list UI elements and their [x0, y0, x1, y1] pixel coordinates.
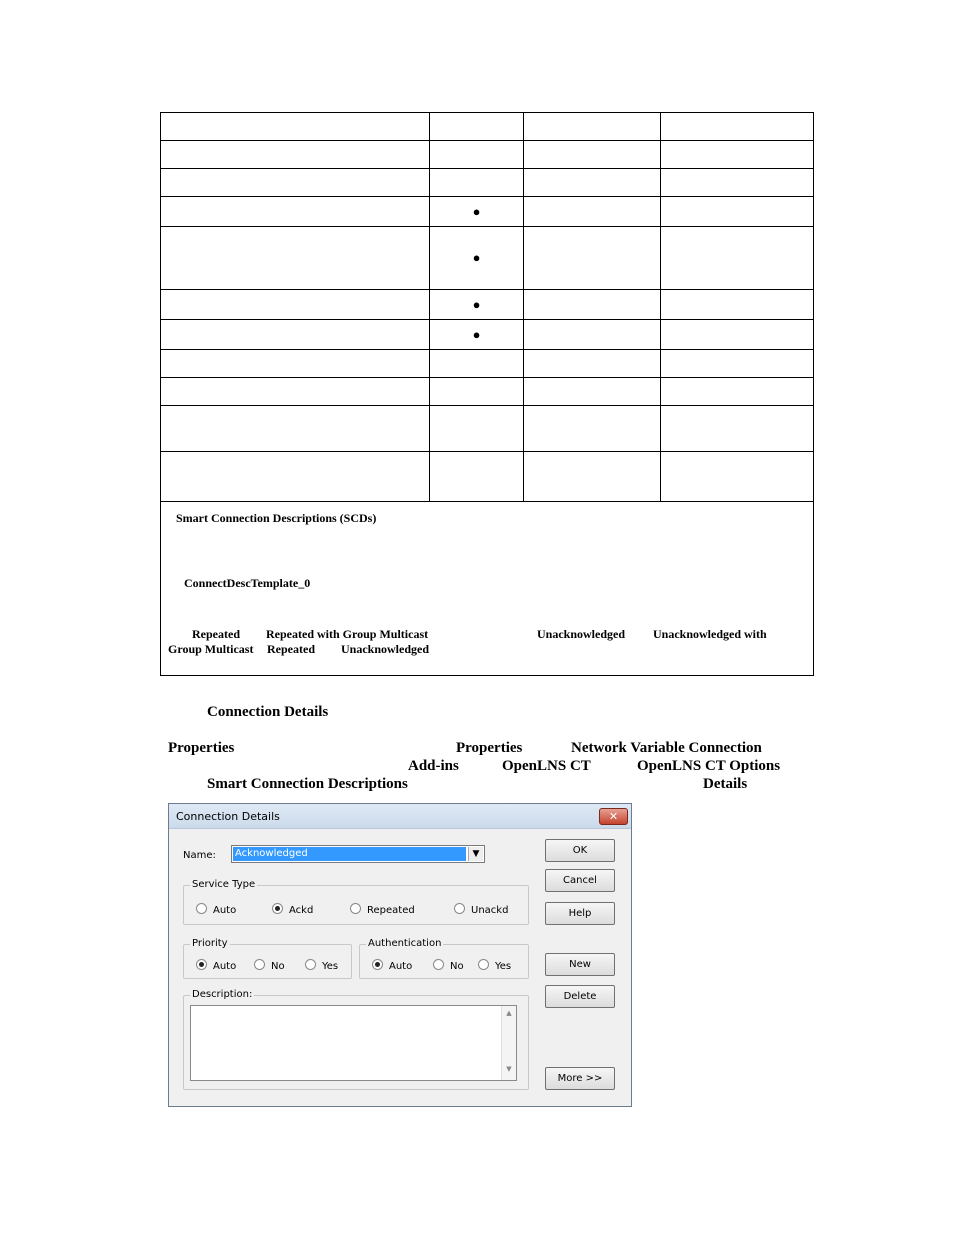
table-cell: [161, 452, 430, 502]
table-cell: [661, 113, 814, 141]
table-cell: [161, 197, 430, 227]
table-cell: [161, 350, 430, 378]
table-cell: [661, 169, 814, 197]
table-cell: [524, 113, 661, 141]
radio-icon: [196, 959, 207, 970]
section-heading: Connection Details: [207, 704, 329, 720]
table-cell: [661, 197, 814, 227]
priority-label: Priority: [192, 938, 228, 949]
name-select-value: Acknowledged: [233, 847, 466, 861]
table-cell: [524, 197, 661, 227]
radio-icon: [305, 959, 316, 970]
table-cell: [161, 406, 430, 452]
table-row: [161, 350, 814, 378]
name-select[interactable]: [231, 845, 485, 863]
table-row: [161, 452, 814, 502]
note-unack: Unacknowledged: [537, 627, 626, 641]
note-repeated-gm: Repeated with Group Multicast: [266, 627, 429, 641]
table-cell: [161, 320, 430, 350]
text-addins: Add-ins: [408, 758, 459, 774]
table-cell: [661, 141, 814, 169]
table-cell: [161, 290, 430, 320]
chevron-down-icon[interactable]: ▼: [468, 847, 483, 861]
table-cell: [661, 350, 814, 378]
table-cell: [661, 406, 814, 452]
table-cell: [430, 350, 524, 378]
authentication-group: [359, 938, 529, 979]
table-row: [161, 290, 814, 320]
text-properties2: Properties: [456, 740, 523, 756]
table-row: [161, 406, 814, 452]
dialog-title: Connection Details: [176, 810, 280, 823]
table-cell: [661, 452, 814, 502]
text-openlns: OpenLNS CT: [502, 758, 591, 774]
service-type-label: Service Type: [192, 879, 256, 890]
text-properties: Properties: [168, 740, 235, 756]
table-cell: [430, 452, 524, 502]
new-button[interactable]: New: [545, 953, 615, 976]
service-radio-ackd[interactable]: Ackd: [272, 903, 313, 916]
table-cell: [161, 169, 430, 197]
name-label: Name:: [183, 850, 216, 861]
text-nvc: Network Variable Connection: [571, 740, 762, 756]
note-repeated: Repeated: [192, 627, 240, 641]
table-cell: [524, 320, 661, 350]
authentication-label: Authentication: [368, 938, 442, 949]
table-cell: [661, 320, 814, 350]
table-cell: [430, 406, 524, 452]
table-cell: [161, 378, 430, 406]
description-label: Description:: [192, 989, 253, 1000]
priority-radio-no[interactable]: No: [254, 959, 285, 972]
table-row: [161, 197, 814, 227]
table-row: [161, 141, 814, 169]
table-cell: [661, 290, 814, 320]
table-cell: [661, 227, 814, 290]
delete-button[interactable]: Delete: [545, 985, 615, 1008]
note-template: ConnectDescTemplate_0: [184, 576, 311, 590]
radio-icon: [350, 903, 361, 914]
table-row: [161, 320, 814, 350]
radio-icon: [433, 959, 444, 970]
radio-icon: [478, 959, 489, 970]
table-cell: [524, 378, 661, 406]
radio-icon: [454, 903, 465, 914]
table-note: [160, 502, 814, 676]
table-cell: [524, 350, 661, 378]
text-scd: Smart Connection Descriptions: [207, 776, 408, 792]
table-cell: [524, 406, 661, 452]
priority-radio-auto[interactable]: Auto: [196, 959, 236, 972]
table-cell: [161, 113, 430, 141]
table-cell: [430, 141, 524, 169]
feature-table: [160, 112, 814, 502]
service-radio-repeated[interactable]: Repeated: [350, 903, 415, 916]
radio-icon: [372, 959, 383, 970]
priority-group: [183, 938, 352, 979]
bullet-icon: ●: [430, 227, 524, 290]
table-cell: [430, 113, 524, 141]
table-cell: [161, 141, 430, 169]
table-cell: [524, 141, 661, 169]
cancel-button[interactable]: Cancel: [545, 869, 615, 892]
auth-radio-auto[interactable]: Auto: [372, 959, 412, 972]
priority-radio-yes[interactable]: Yes: [305, 959, 338, 972]
table-cell: [430, 378, 524, 406]
table-cell: [661, 378, 814, 406]
note-title: Smart Connection Descriptions (SCDs): [176, 511, 377, 525]
table-cell: [524, 227, 661, 290]
bullet-icon: ●: [430, 197, 524, 227]
text-details: Details: [703, 776, 748, 792]
table-cell: [524, 290, 661, 320]
note-repeated2: Repeated: [267, 642, 315, 656]
note-unack2: Unacknowledged: [341, 642, 430, 656]
table-row: [161, 113, 814, 141]
service-radio-unackd[interactable]: Unackd: [454, 903, 508, 916]
close-icon[interactable]: ✕: [599, 808, 628, 825]
bullet-icon: ●: [430, 290, 524, 320]
connection-details-dialog: [168, 803, 632, 1107]
radio-icon: [196, 903, 207, 914]
table-cell: [161, 227, 430, 290]
help-button[interactable]: Help: [545, 902, 615, 925]
auth-radio-no[interactable]: No: [433, 959, 464, 972]
note-gm: Group Multicast: [168, 642, 254, 656]
table-cell: [524, 169, 661, 197]
text-openlns-options: OpenLNS CT Options: [637, 758, 781, 774]
note-unack-with: Unacknowledged with: [653, 627, 767, 641]
description-textarea[interactable]: [190, 1005, 517, 1081]
more-button[interactable]: More >>: [545, 1067, 615, 1090]
radio-icon: [272, 903, 283, 914]
auth-radio-yes[interactable]: Yes: [478, 959, 511, 972]
table-cell: [524, 452, 661, 502]
scrollbar[interactable]: ▲ ▼: [501, 1006, 516, 1080]
bullet-icon: ●: [430, 320, 524, 350]
table-row: [161, 378, 814, 406]
dialog-titlebar: [169, 804, 631, 829]
table-cell: [430, 169, 524, 197]
service-radio-auto[interactable]: Auto: [196, 903, 236, 916]
radio-icon: [254, 959, 265, 970]
ok-button[interactable]: OK: [545, 839, 615, 862]
table-row: [161, 227, 814, 290]
service-type-group: [183, 879, 529, 925]
table-row: [161, 169, 814, 197]
